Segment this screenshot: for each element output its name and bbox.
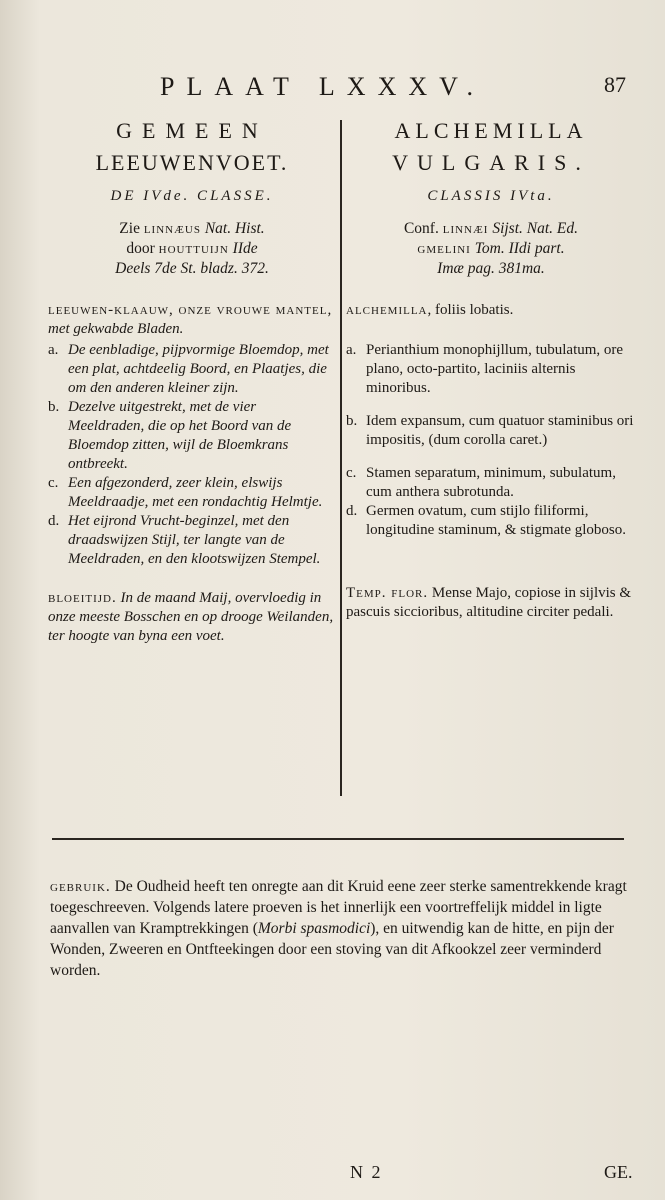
dutch-name xyxy=(48,301,336,339)
latin-title-line1: ALCHEMILLA xyxy=(394,118,588,143)
ref-text: Imæ pag. 381ma. xyxy=(437,260,545,277)
latin-name xyxy=(346,301,636,320)
ref-text: Zie xyxy=(119,220,144,237)
bloeitijd-label: bloeitijd. xyxy=(48,590,117,606)
dutch-class: DE IVde. CLASSE. xyxy=(110,188,274,204)
item-letter: d. xyxy=(48,513,60,529)
item-letter: c. xyxy=(48,475,59,491)
item-letter: b. xyxy=(48,399,60,415)
dutch-title-line2: LEEUWENVOET. xyxy=(95,150,289,175)
plant-name: leeuwen-klaauw, onze vrouwe mantel xyxy=(48,302,328,318)
list-item xyxy=(346,412,636,450)
list-item xyxy=(346,502,636,540)
catchword: GE. xyxy=(604,1162,633,1182)
list-item xyxy=(48,398,336,474)
plant-name-desc: , foliis lobatis. xyxy=(427,302,514,318)
list-item xyxy=(48,341,336,398)
latin-reference xyxy=(346,219,636,279)
item-text: Germen ovatum, cum stijlo filiformi, longitudine staminum, & stigmate globoso. xyxy=(366,503,626,538)
list-item xyxy=(48,474,336,512)
gebruik-text: De Oudheid heeft ten onregte aan dit Kruid eene zeer sterke samentrekkende kragt toegeschreeven. Volgends latere proeven is het innerlijk een voortreffelijk middel in ligte aanvallen van Kramptrekkingen ( xyxy=(50,878,627,937)
item-text: Dezelve uitgestrekt, met de vier Meeldraden, die op het Boord van de Bloemdop zitten, wijl de Bloemkrans ontbreekt. xyxy=(68,399,292,472)
temp-flor-text: Mense Majo, copiose in sijlvis & pascuis siccioribus, altitudine circiter pedali. xyxy=(346,585,632,620)
ref-text: Nat. Hist. xyxy=(200,220,265,237)
item-text: Het eijrond Vrucht-beginzel, met den draadswijzen Stijl, ter langte van de Meeldraden, en den klootswijzen Stempel. xyxy=(68,513,321,567)
ref-text: Sijst. Nat. Ed. xyxy=(488,220,579,237)
bloeitijd xyxy=(48,589,336,646)
ref-text: door xyxy=(126,240,159,257)
bloeitijd-text: In de maand Maij, overvloedig in onze meeste Bosschen en op drooge Weilanden, ter hoogte van byna een voet. xyxy=(48,590,334,644)
item-text: Stamen separatum, minimum, subulatum, cum anthera subrotunda. xyxy=(366,465,616,500)
item-letter: a. xyxy=(346,342,357,358)
temp-flor-label: Temp. flor. xyxy=(346,585,429,601)
item-letter: a. xyxy=(48,342,59,358)
list-item xyxy=(346,464,636,502)
plate-title: PLAAT LXXXV. xyxy=(160,72,486,101)
item-text: De eenbladige, pijpvormige Bloemdop, met een plat, achtdeelig Boord, en Plaatjes, die om den anderen kleiner zijn. xyxy=(68,342,329,396)
latin-column xyxy=(346,118,636,622)
ref-author: linnæus xyxy=(143,220,201,237)
temp-flor xyxy=(346,584,636,622)
ref-text: Tom. IIdi part. xyxy=(470,240,565,257)
item-letter: c. xyxy=(346,465,357,481)
gebruik-text: ), en uitwendig kan de hitte, en pijn der Wonden, Zweeren en Ontfteekingen door een stoving van dit Afkookzel zeer verminderd worden. xyxy=(50,920,614,979)
latin-class: CLASSIS IVta. xyxy=(427,188,555,204)
column-divider xyxy=(340,120,342,796)
page-number: 87 xyxy=(604,72,626,97)
ref-author: linnæi xyxy=(442,220,489,237)
dutch-title-line1: GEMEEN xyxy=(116,118,268,143)
list-item xyxy=(346,341,636,398)
ref-author: houttuijn xyxy=(158,240,229,257)
signature-mark: N 2 xyxy=(350,1162,383,1182)
plant-name-desc: , met gekwabde Bladen. xyxy=(48,302,332,337)
item-text: Perianthium monophijllum, tubulatum, ore plano, octo-partito, laciniis alternis minoribus. xyxy=(366,342,624,396)
item-letter: d. xyxy=(346,503,358,519)
item-text: Een afgezonderd, zeer klein, elswijs Meeldraadje, met een rondachtig Helmtje. xyxy=(68,475,323,510)
dutch-column xyxy=(48,118,336,646)
latin-title-line2: VULGARIS. xyxy=(392,150,590,175)
plant-name: alchemilla xyxy=(346,302,428,318)
ref-text: IIde xyxy=(228,240,258,257)
list-item xyxy=(48,512,336,569)
gebruik-italic: Morbi spasmodici xyxy=(257,920,371,937)
gebruik-label: gebruik. xyxy=(50,878,111,895)
item-text: Idem expansum, cum quatuor staminibus ori impositis, (dum corolla caret.) xyxy=(366,413,634,448)
horizontal-rule xyxy=(52,838,624,840)
item-letter: b. xyxy=(346,413,358,429)
dutch-reference xyxy=(48,219,336,279)
ref-author: gmelini xyxy=(417,240,471,257)
gebruik-paragraph xyxy=(50,876,640,981)
ref-text: Deels 7de St. bladz. 372. xyxy=(115,260,269,277)
ref-text: Conf. xyxy=(403,220,443,237)
